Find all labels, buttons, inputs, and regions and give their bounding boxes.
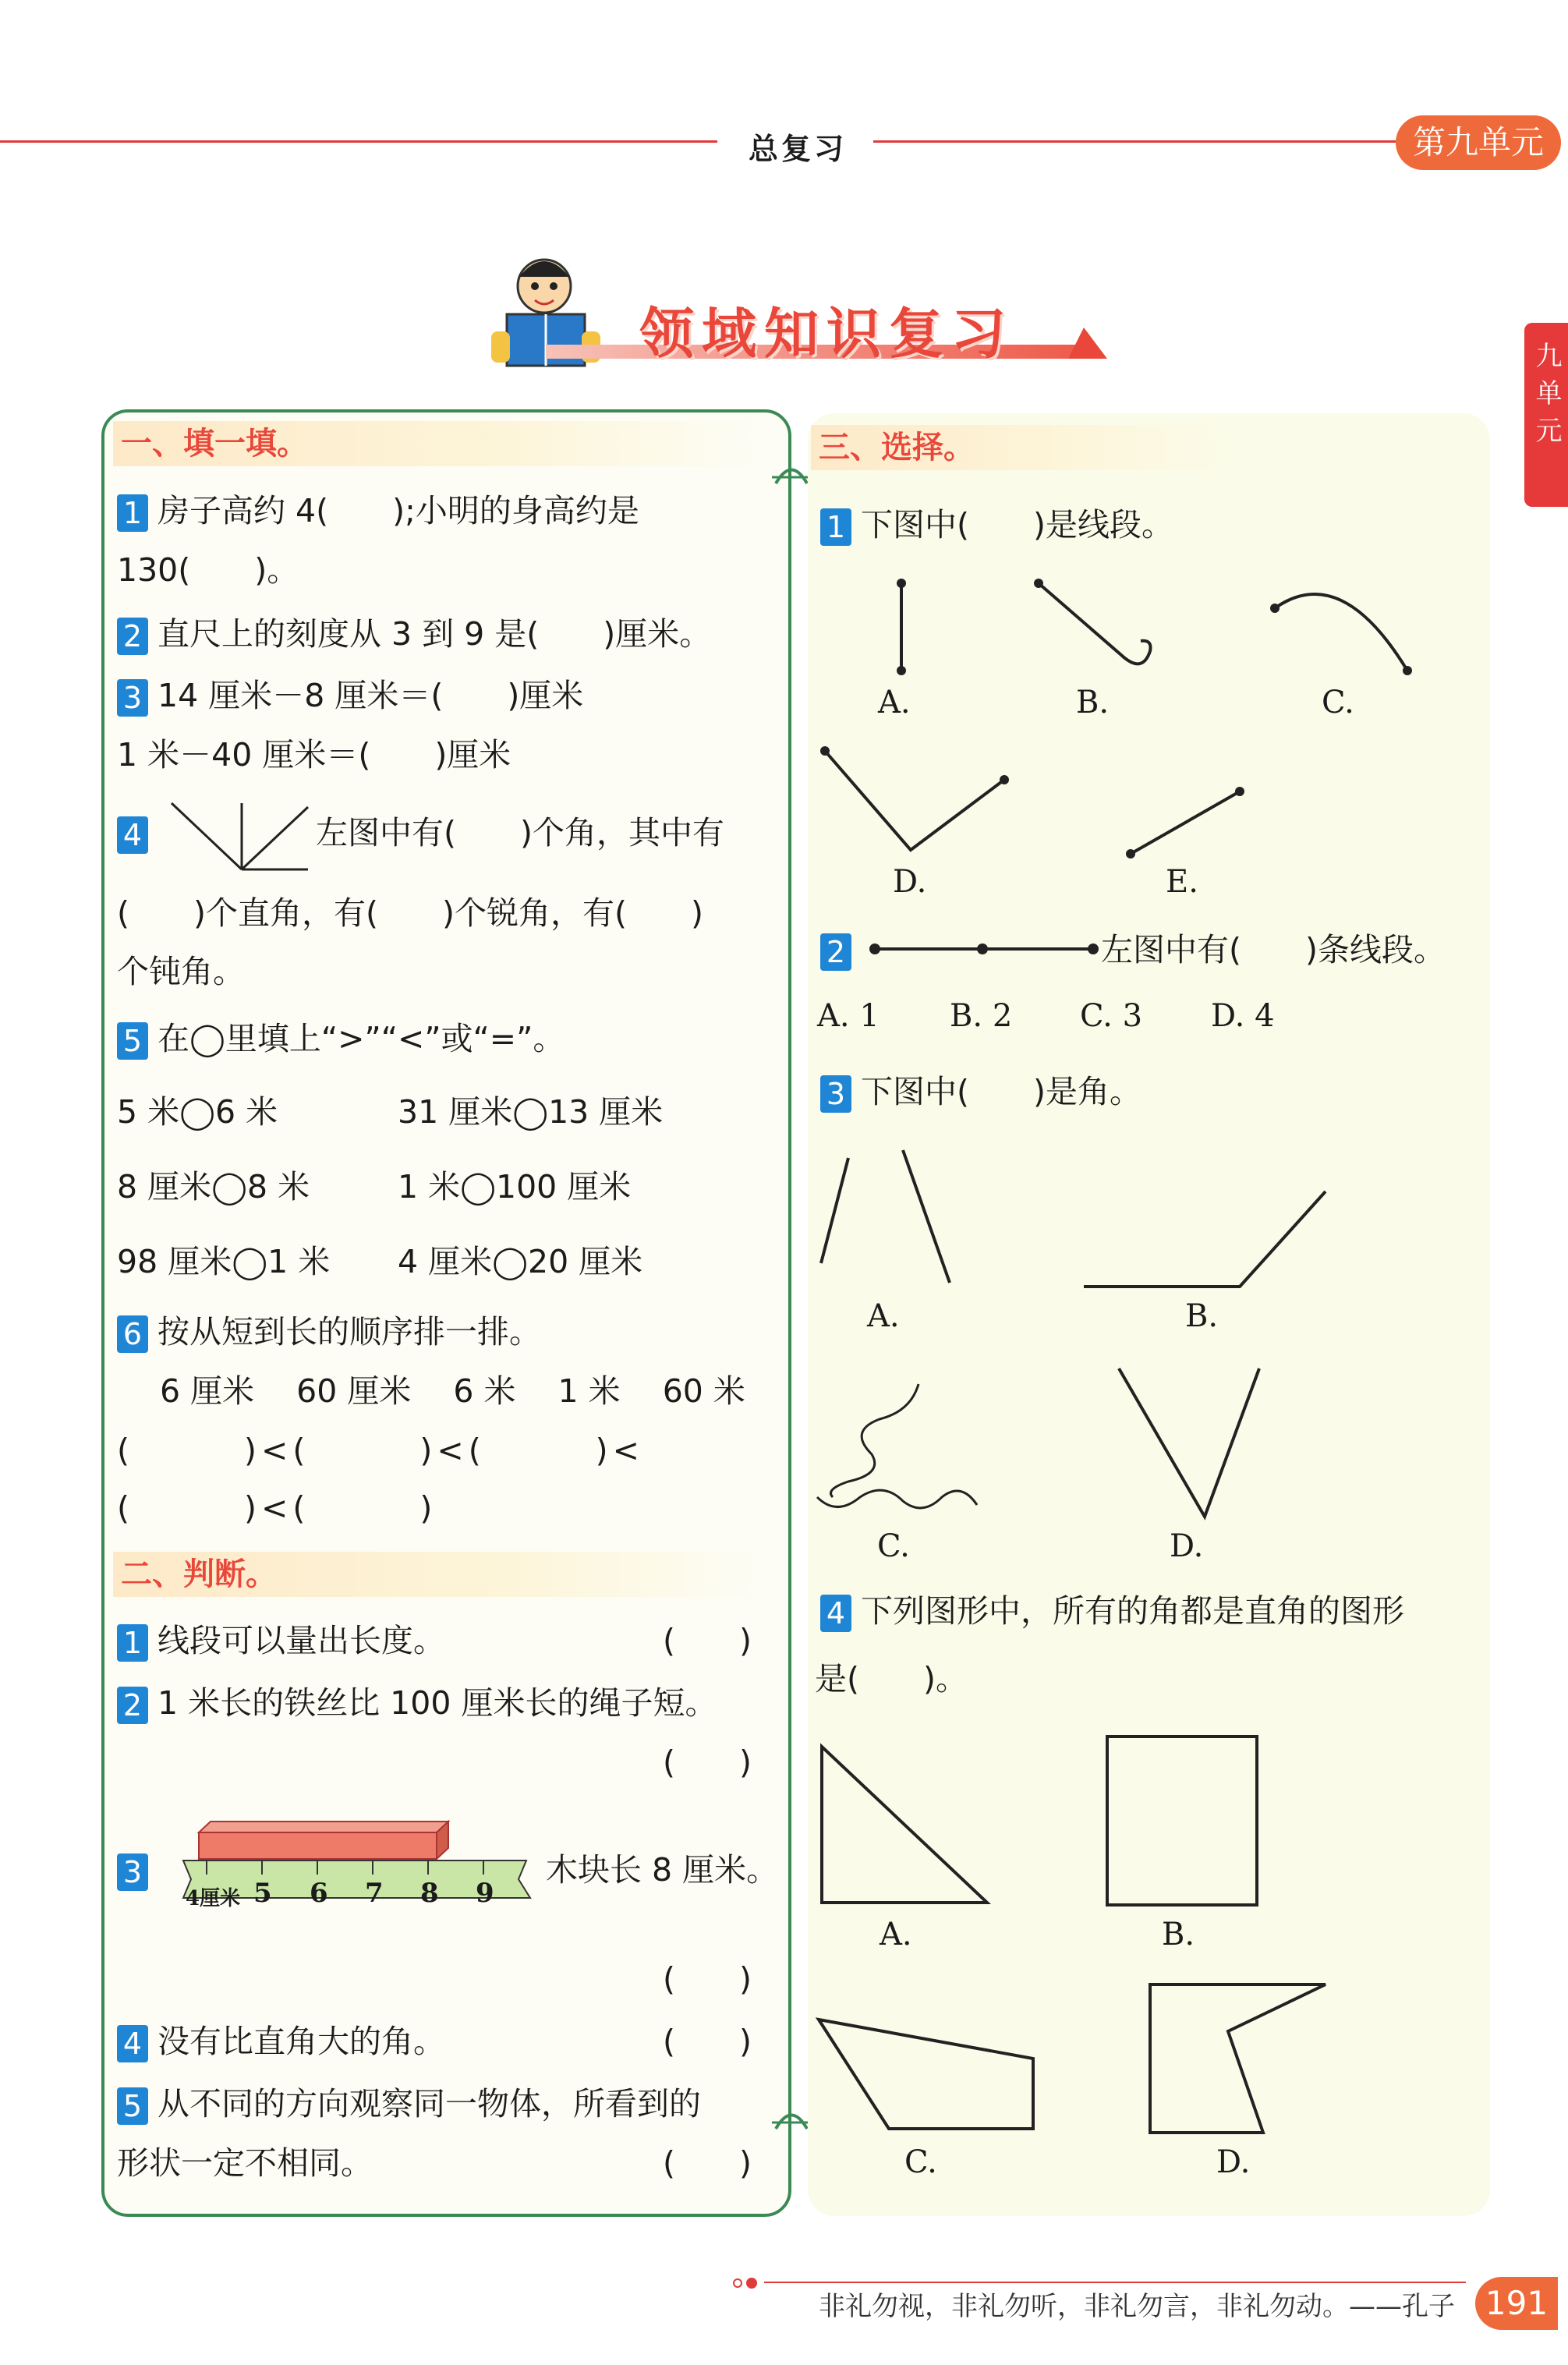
s1-q5 bbox=[117, 1017, 565, 1060]
option-label: B. bbox=[1076, 685, 1110, 720]
option-label: D. 4 bbox=[1211, 998, 1275, 1034]
angle-figure bbox=[172, 795, 312, 873]
q-number-badge: 4 bbox=[117, 2025, 148, 2062]
q-number-badge: 6 bbox=[117, 1315, 148, 1353]
judge-paren: ( ) bbox=[663, 2023, 752, 2060]
option-b-hook-figure bbox=[1029, 577, 1162, 678]
q-number-badge: 2 bbox=[117, 618, 148, 655]
q-text: 线段可以量出长度。 bbox=[158, 1622, 445, 1659]
footer-rule bbox=[764, 2282, 1466, 2283]
option-d-concave-shape-figure bbox=[1146, 1981, 1333, 2137]
option-label: C. 3 bbox=[1080, 998, 1143, 1034]
option-label: B. bbox=[1185, 1298, 1219, 1334]
s1-q6-order-line1: ( )<( )<( )< bbox=[117, 1432, 645, 1469]
q-number-badge: 2 bbox=[117, 1687, 148, 1724]
q-text: 没有比直角大的角。 bbox=[158, 2023, 445, 2060]
judge-paren: ( ) bbox=[663, 1960, 752, 1998]
section1-title: 一、填一填。 bbox=[113, 421, 760, 466]
q-text: 直尺上的刻度从 3 到 9 是( )厘米。 bbox=[158, 615, 712, 653]
option-b-obtuse-angle-figure bbox=[1084, 1185, 1333, 1294]
q-text: 1 米长的铁丝比 100 厘米长的绳子短。 bbox=[158, 1684, 717, 1722]
s2-q1 bbox=[117, 1619, 445, 1662]
ruler-label: 7 bbox=[365, 1878, 384, 1909]
s2-q3 bbox=[117, 1848, 158, 1892]
banner-arrow-icon bbox=[1068, 327, 1107, 360]
q-number-badge: 3 bbox=[117, 679, 148, 717]
option-label: E. bbox=[1166, 864, 1198, 900]
ruler-label: 6 bbox=[310, 1878, 328, 1909]
three-point-line-figure bbox=[867, 940, 1101, 958]
ruler-label: 4厘米 bbox=[186, 1887, 241, 1910]
s3-q2-text: 左图中有( )条线段。 bbox=[1101, 931, 1446, 968]
option-label: D. bbox=[1216, 2144, 1251, 2180]
q-number-badge: 4 bbox=[820, 1595, 851, 1632]
compare-item: 5 米◯6 米 bbox=[117, 1093, 278, 1131]
option-c-arc-figure bbox=[1263, 577, 1419, 678]
ruler-label: 5 bbox=[253, 1878, 272, 1909]
compare-item: 98 厘米◯1 米 bbox=[117, 1243, 331, 1280]
q-text: 下图中( )是线段。 bbox=[861, 506, 1173, 543]
header-title: 总复习 bbox=[749, 132, 848, 166]
option-a-segment-figure bbox=[889, 577, 920, 678]
option-label: D. bbox=[893, 864, 927, 900]
s3-q2 bbox=[820, 928, 861, 972]
q-text: 房子高约 4( );小明的身高约是 bbox=[158, 492, 639, 529]
s3-q4 bbox=[820, 1589, 1404, 1633]
s1-q6-order-line2: ( )<( ) bbox=[117, 1489, 437, 1527]
header-rule-left bbox=[0, 140, 717, 143]
s1-q4 bbox=[117, 811, 158, 855]
option-a-two-lines-figure bbox=[817, 1146, 957, 1287]
q-number-badge: 3 bbox=[117, 1853, 148, 1891]
s1-q3-line2: 1 米－40 厘米＝( )厘米 bbox=[117, 736, 511, 774]
s2-q4 bbox=[117, 2020, 445, 2063]
ruler-label: 9 bbox=[476, 1878, 494, 1909]
s3-q3 bbox=[820, 1070, 1141, 1113]
page-number: 191 bbox=[1475, 2277, 1558, 2330]
binder-ring-icon bbox=[772, 2105, 811, 2137]
option-label: C. bbox=[877, 1528, 910, 1564]
q-number-badge: 5 bbox=[117, 2087, 148, 2125]
q-number-badge: 4 bbox=[117, 816, 148, 854]
option-d-acute-angle-figure bbox=[1115, 1365, 1271, 1521]
s1-q6-values: 6 厘米 60 厘米 6 米 1 米 60 米 bbox=[160, 1372, 745, 1410]
s2-q5 bbox=[117, 2082, 701, 2126]
footer-dots-icon bbox=[731, 2275, 763, 2291]
option-label: C. bbox=[904, 2144, 937, 2180]
section2-title: 二、判断。 bbox=[113, 1552, 760, 1597]
s1-q3 bbox=[117, 674, 583, 717]
s1-q2 bbox=[117, 612, 711, 656]
s1-q1 bbox=[117, 489, 639, 533]
s2-q5-line2: 形状一定不相同。 bbox=[117, 2144, 373, 2182]
q-text: 下列图形中，所有的角都是直角的图形 bbox=[861, 1592, 1404, 1630]
option-e-segment-figure bbox=[1123, 784, 1263, 862]
q-number-badge: 1 bbox=[117, 1624, 148, 1662]
q-number-badge: 2 bbox=[820, 933, 851, 971]
option-label: A. 1 bbox=[817, 998, 880, 1034]
header-rule-right bbox=[873, 140, 1403, 143]
section3-title: 三、选择。 bbox=[811, 425, 1224, 470]
option-b-rectangle-figure bbox=[1106, 1735, 1262, 1908]
s1-q4-line3: 个钝角。 bbox=[117, 953, 245, 990]
s2-q2 bbox=[117, 1681, 717, 1725]
s3-q4-line2: 是( )。 bbox=[815, 1660, 968, 1698]
page-title: 领域知识复习 bbox=[639, 302, 1014, 366]
q-number-badge: 5 bbox=[117, 1022, 148, 1060]
option-label: C. bbox=[1322, 685, 1354, 720]
q-text: 14 厘米－8 厘米＝( )厘米 bbox=[158, 677, 584, 714]
option-label: B. bbox=[1162, 1917, 1195, 1953]
side-unit-tab bbox=[1524, 323, 1568, 507]
unit-badge: 第九单元 bbox=[1396, 115, 1561, 170]
s2-q3-text: 木块长 8 厘米。 bbox=[546, 1851, 779, 1889]
side-tab-text: 九单元 bbox=[1531, 342, 1562, 454]
judge-paren: ( ) bbox=[663, 1622, 752, 1659]
binder-ring-icon bbox=[772, 460, 811, 491]
option-label: A. bbox=[867, 1298, 900, 1334]
judge-paren: ( ) bbox=[663, 1744, 752, 1781]
option-label: B. 2 bbox=[950, 998, 1013, 1034]
q-text: 在◯里填上“>”“<”或“=”。 bbox=[158, 1020, 565, 1057]
option-label: A. bbox=[880, 1917, 912, 1953]
q-number-badge: 1 bbox=[117, 494, 148, 532]
option-c-quadrilateral-figure bbox=[815, 2012, 1041, 2137]
q-text: 从不同的方向观察同一物体，所看到的 bbox=[158, 2085, 701, 2122]
compare-item: 8 厘米◯8 米 bbox=[117, 1168, 310, 1206]
ruler-label: 8 bbox=[420, 1878, 439, 1909]
s1-q6 bbox=[117, 1310, 541, 1354]
s1-q4-line1: 左图中有( )个角，其中有 bbox=[316, 814, 724, 851]
option-label: A. bbox=[878, 685, 911, 720]
q-number-badge: 1 bbox=[820, 508, 851, 546]
s1-q1-line2: 130( )。 bbox=[117, 551, 299, 589]
compare-item: 1 米◯100 厘米 bbox=[398, 1168, 632, 1206]
judge-paren: ( ) bbox=[663, 2144, 752, 2182]
option-label: D. bbox=[1170, 1528, 1204, 1564]
q-number-badge: 3 bbox=[820, 1075, 851, 1113]
compare-item: 31 厘米◯13 厘米 bbox=[398, 1093, 664, 1131]
footer-quote: 非礼勿视，非礼勿听，非礼勿言，非礼勿动。——孔子 bbox=[819, 2291, 1455, 2322]
q-text: 按从短到长的顺序排一排。 bbox=[158, 1313, 541, 1351]
option-d-angle-figure bbox=[817, 745, 1020, 862]
s3-q1 bbox=[820, 503, 1173, 547]
compare-item: 4 厘米◯20 厘米 bbox=[398, 1243, 643, 1280]
option-a-right-triangle-figure bbox=[820, 1745, 992, 1909]
q-text: 下图中( )是角。 bbox=[861, 1073, 1141, 1110]
option-c-wavy-lines-figure bbox=[817, 1380, 989, 1521]
s1-q4-line2: ( )个直角，有( )个锐角，有( ) bbox=[117, 894, 703, 932]
